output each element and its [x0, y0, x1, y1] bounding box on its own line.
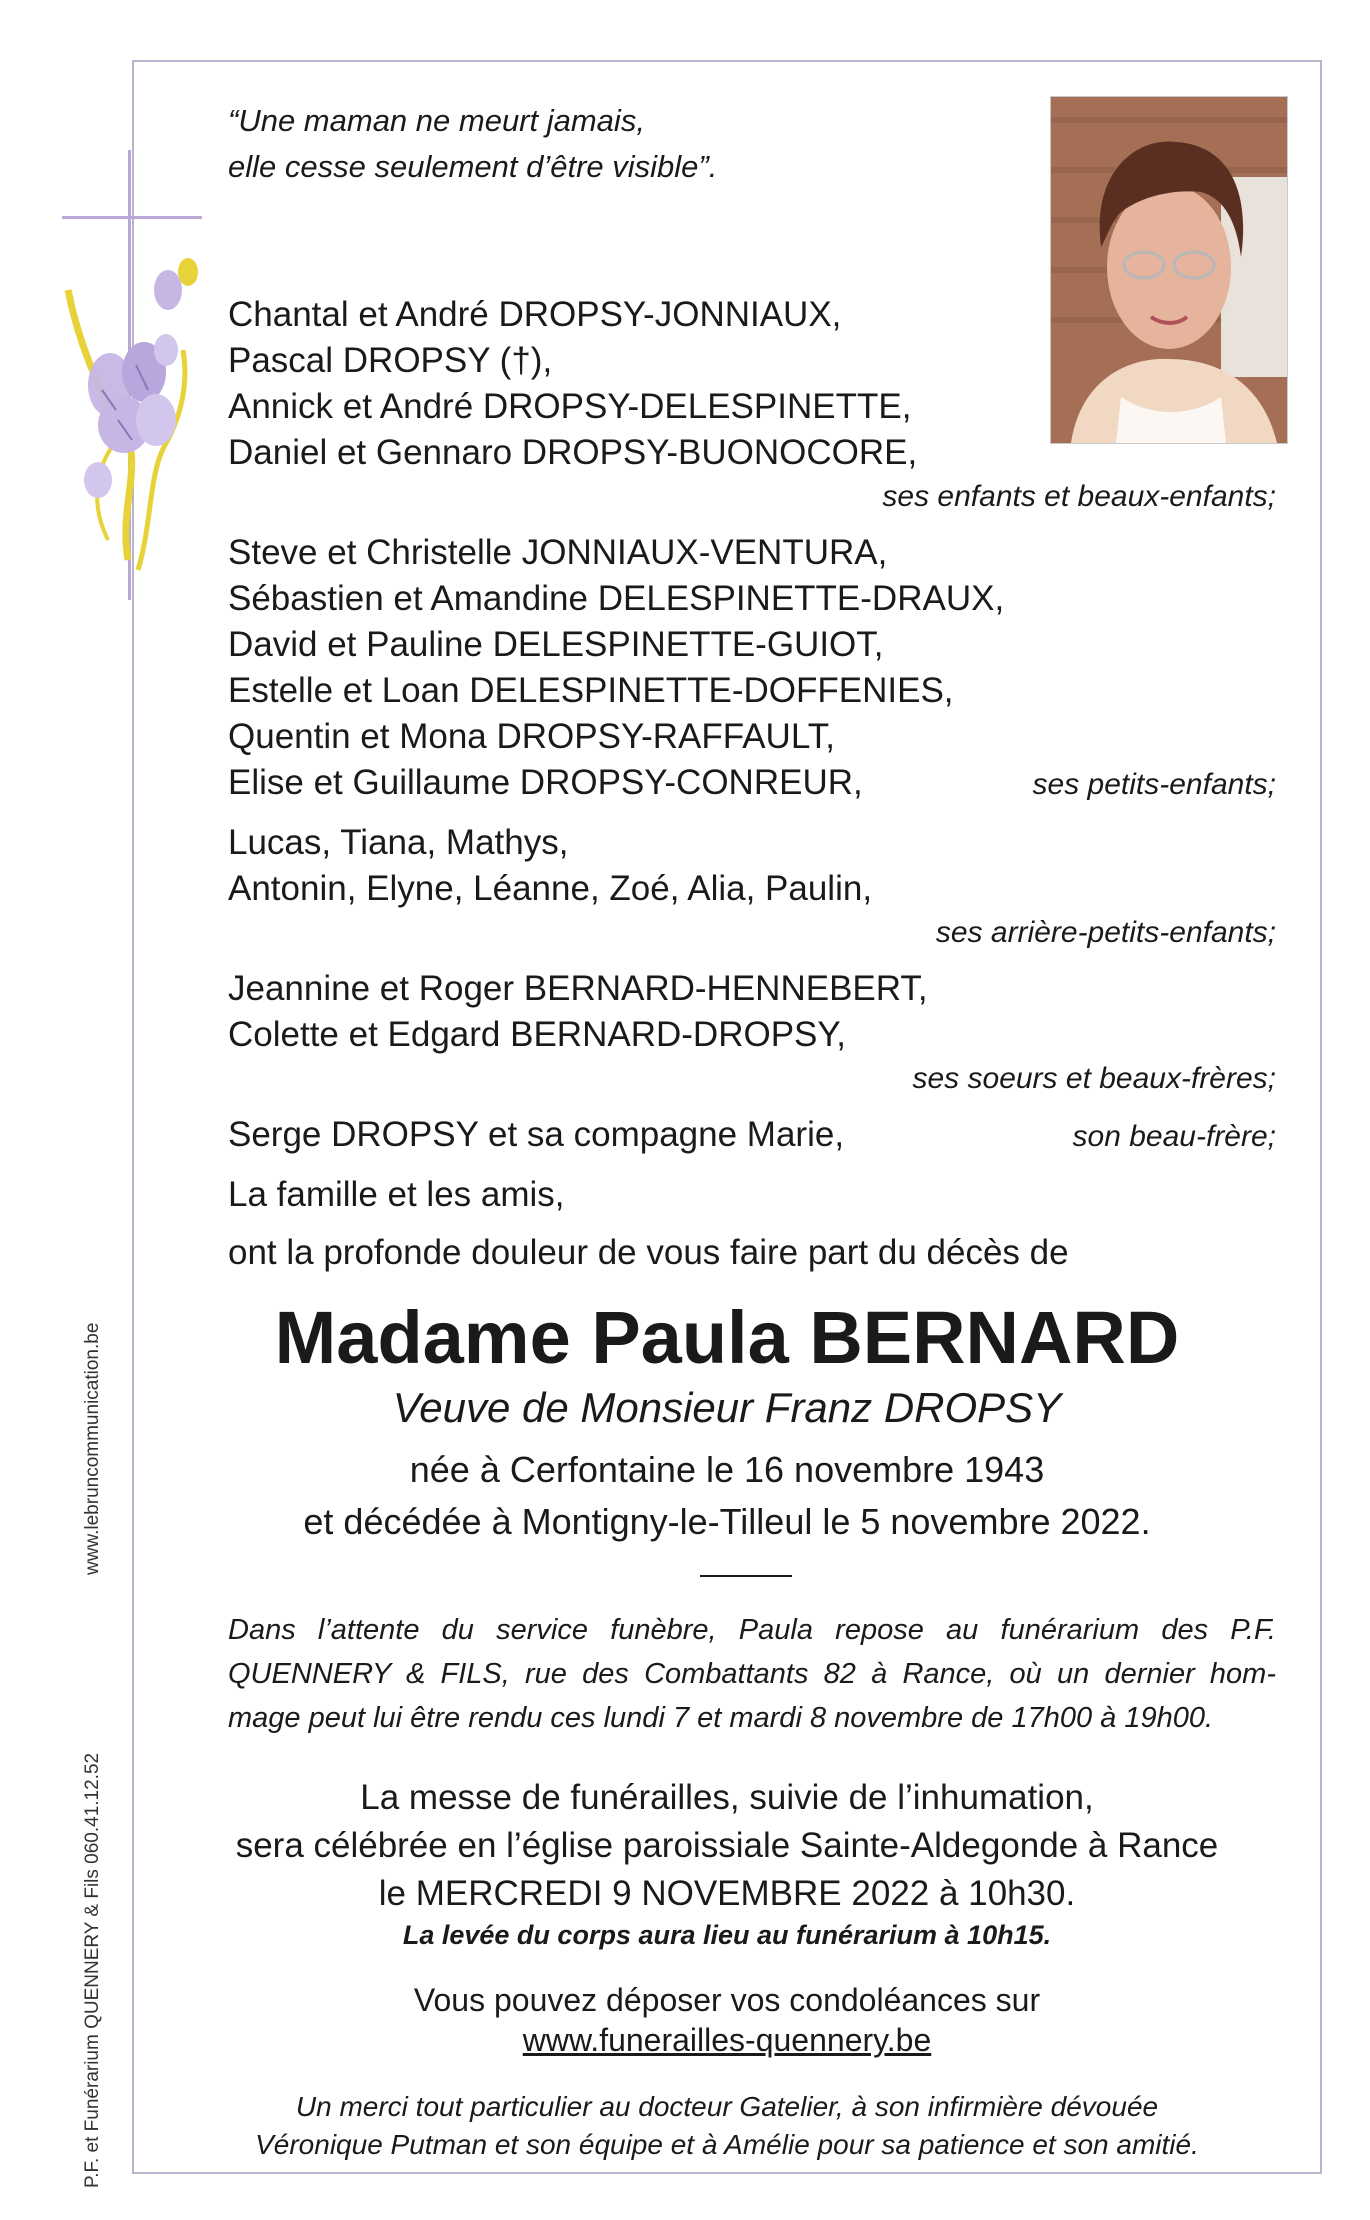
death-line: et décédée à Montigny-le-Tilleul le 5 novembre 2022.	[303, 1501, 1151, 1542]
levee-notice: La levée du corps aura lieu au funérarium à 10h15.	[402, 1920, 1052, 1950]
mourner-line: Serge DROPSY et sa compagne Marie,	[228, 1115, 845, 1154]
great-grandchildren-section	[228, 820, 1276, 954]
grandchildren-section	[228, 530, 1276, 808]
visitation-notice	[228, 1608, 1276, 1740]
mourner-line: Annick et André DROPSY-DELESPINETTE,	[228, 387, 912, 426]
mass-line: sera célébrée en l’église paroissiale Sainte-Aldegonde à Rance	[235, 1826, 1219, 1865]
relation-label: ses arrière-petits-enfants;	[935, 916, 1276, 949]
mourner-line: Sébastien et Amandine DELESPINETTE-DRAUX,	[228, 579, 1005, 618]
mourner-line: Estelle et Loan DELESPINETTE-DOFFENIES,	[228, 671, 954, 710]
condolences-website-link[interactable]: www.funerailles-quennery.be	[522, 2022, 932, 2058]
mourner-line: Daniel et Gennaro DROPSY-BUONOCORE,	[228, 433, 918, 472]
mourner-line: Steve et Christelle JONNIAUX-VENTURA,	[228, 533, 888, 572]
visitation-line: Dans l’attente du service funèbre, Paula repose au funérarium des P.F.	[228, 1614, 1276, 1646]
mourner-line: Quentin et Mona DROPSY-RAFFAULT,	[228, 717, 835, 756]
birth-death-dates	[132, 1444, 1322, 1548]
deceased-name: Madame Paula BERNARD	[274, 1296, 1180, 1379]
divider	[700, 1575, 792, 1577]
mourner-line: Chantal et André DROPSY-JONNIAUX,	[228, 295, 842, 334]
condolences-text: Vous pouvez déposer vos condoléances sur	[413, 1982, 1041, 2018]
thanks-line: Un merci tout particulier au docteur Gatelier, à son infirmière dévouée	[295, 2091, 1159, 2122]
printer-credit: P.F. et Funérarium QUENNERY & Fils 060.41.12.52	[82, 1752, 103, 2188]
designer-credit: www.lebruncommunication.be	[82, 1322, 103, 1575]
relation-label: ses enfants et beaux-enfants;	[882, 480, 1276, 513]
birth-line: née à Cerfontaine le 16 novembre 1943	[409, 1449, 1045, 1490]
cross-horizontal	[62, 216, 202, 219]
mourner-line: Colette et Edgard BERNARD-DROPSY,	[228, 1015, 846, 1054]
mass-line: le MERCREDI 9 NOVEMBRE 2022 à 10h30.	[378, 1874, 1076, 1913]
quote-line: “Une maman ne meurt jamais,	[228, 103, 645, 138]
mass-line: La messe de funérailles, suivie de l’inhumation,	[360, 1778, 1094, 1817]
condolences-section	[132, 1980, 1322, 2060]
siblings-section	[228, 966, 1276, 1100]
thanks-line: Véronique Putman et son équipe et à Amélie pour sa patience et son amitié.	[255, 2129, 1199, 2160]
epigraph-quote	[228, 98, 717, 190]
quote-line: elle cesse seulement d’être visible”.	[228, 149, 718, 184]
relation-label: ses petits-enfants;	[1032, 768, 1276, 801]
children-section	[228, 292, 1276, 518]
family-line: La famille et les amis,	[228, 1175, 565, 1214]
visitation-line: QUENNERY & FILS, rue des Combattants 82 à Rance, où un dernier hom-	[228, 1658, 1276, 1690]
relation-label: ses soeurs et beaux-frères;	[912, 1062, 1276, 1095]
mourner-line: David et Pauline DELESPINETTE-GUIOT,	[228, 625, 884, 664]
mourner-line: Antonin, Elyne, Léanne, Zoé, Alia, Paulin,	[228, 869, 873, 908]
mourner-line: Jeannine et Roger BERNARD-HENNEBERT,	[228, 969, 928, 1008]
thanks-notice	[132, 2088, 1322, 2164]
mourner-line: Pascal DROPSY (†),	[228, 341, 553, 380]
mourner-line: Lucas, Tiana, Mathys,	[228, 823, 569, 862]
visitation-line: mage peut lui être rendu ces lundi 7 et mardi 8 novembre de 17h00 à 19h00.	[228, 1702, 1214, 1734]
relation-label: son beau-frère;	[1072, 1120, 1276, 1153]
brother-in-law-section	[228, 1112, 1276, 1276]
widow-of: Veuve de Monsieur Franz DROPSY	[392, 1384, 1062, 1431]
funeral-mass-info	[132, 1774, 1322, 1918]
announcement-line: ont la profonde douleur de vous faire part du décès de	[228, 1233, 1069, 1272]
mourner-line: Elise et Guillaume DROPSY-CONREUR,	[228, 763, 863, 802]
cross-flower-decoration	[58, 140, 208, 610]
